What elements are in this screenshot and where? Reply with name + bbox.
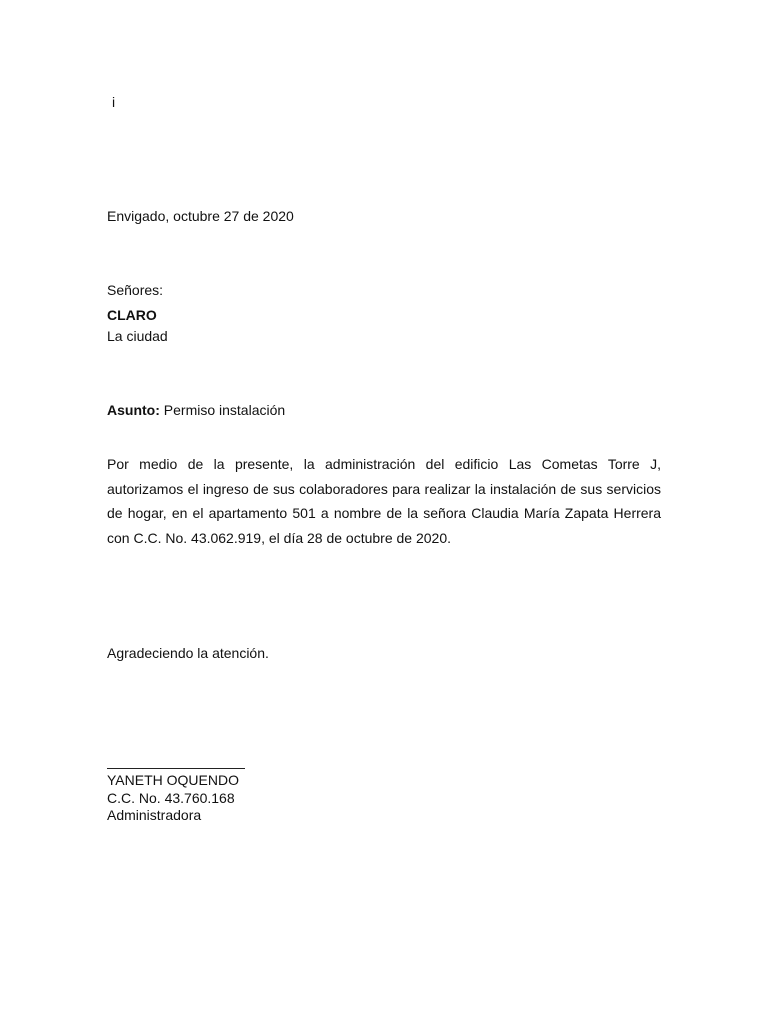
body-paragraph: Por medio de la presente, la administración del edificio Las Cometas Torre J, autorizamos el ingreso de sus colaboradores para realizar la instalación de sus servicios de hogar, en el apartamento 501 a nombre de la señora Claudia María Zapata Herrera con C.C. No. 43.062.919, el día 28 de octubre de 2020. xyxy=(107,456,661,546)
signature-role: Administradora xyxy=(107,807,202,823)
recipient-city: La ciudad xyxy=(107,328,168,344)
subject-text: Permiso instalación xyxy=(163,402,286,418)
subject-label: Asunto: xyxy=(107,402,160,418)
closing-line: Agradeciendo la atención. xyxy=(107,645,269,661)
signature-name: YANETH OQUENDO xyxy=(107,772,239,788)
subject-line xyxy=(107,402,285,419)
corner-mark: i xyxy=(112,94,116,110)
signature-id: C.C. No. 43.760.168 xyxy=(107,790,235,806)
salutation: Señores: xyxy=(107,282,164,298)
recipient-name: CLARO xyxy=(107,307,157,323)
signature-line xyxy=(107,768,245,769)
date-line: Envigado, octubre 27 de 2020 xyxy=(107,208,294,224)
